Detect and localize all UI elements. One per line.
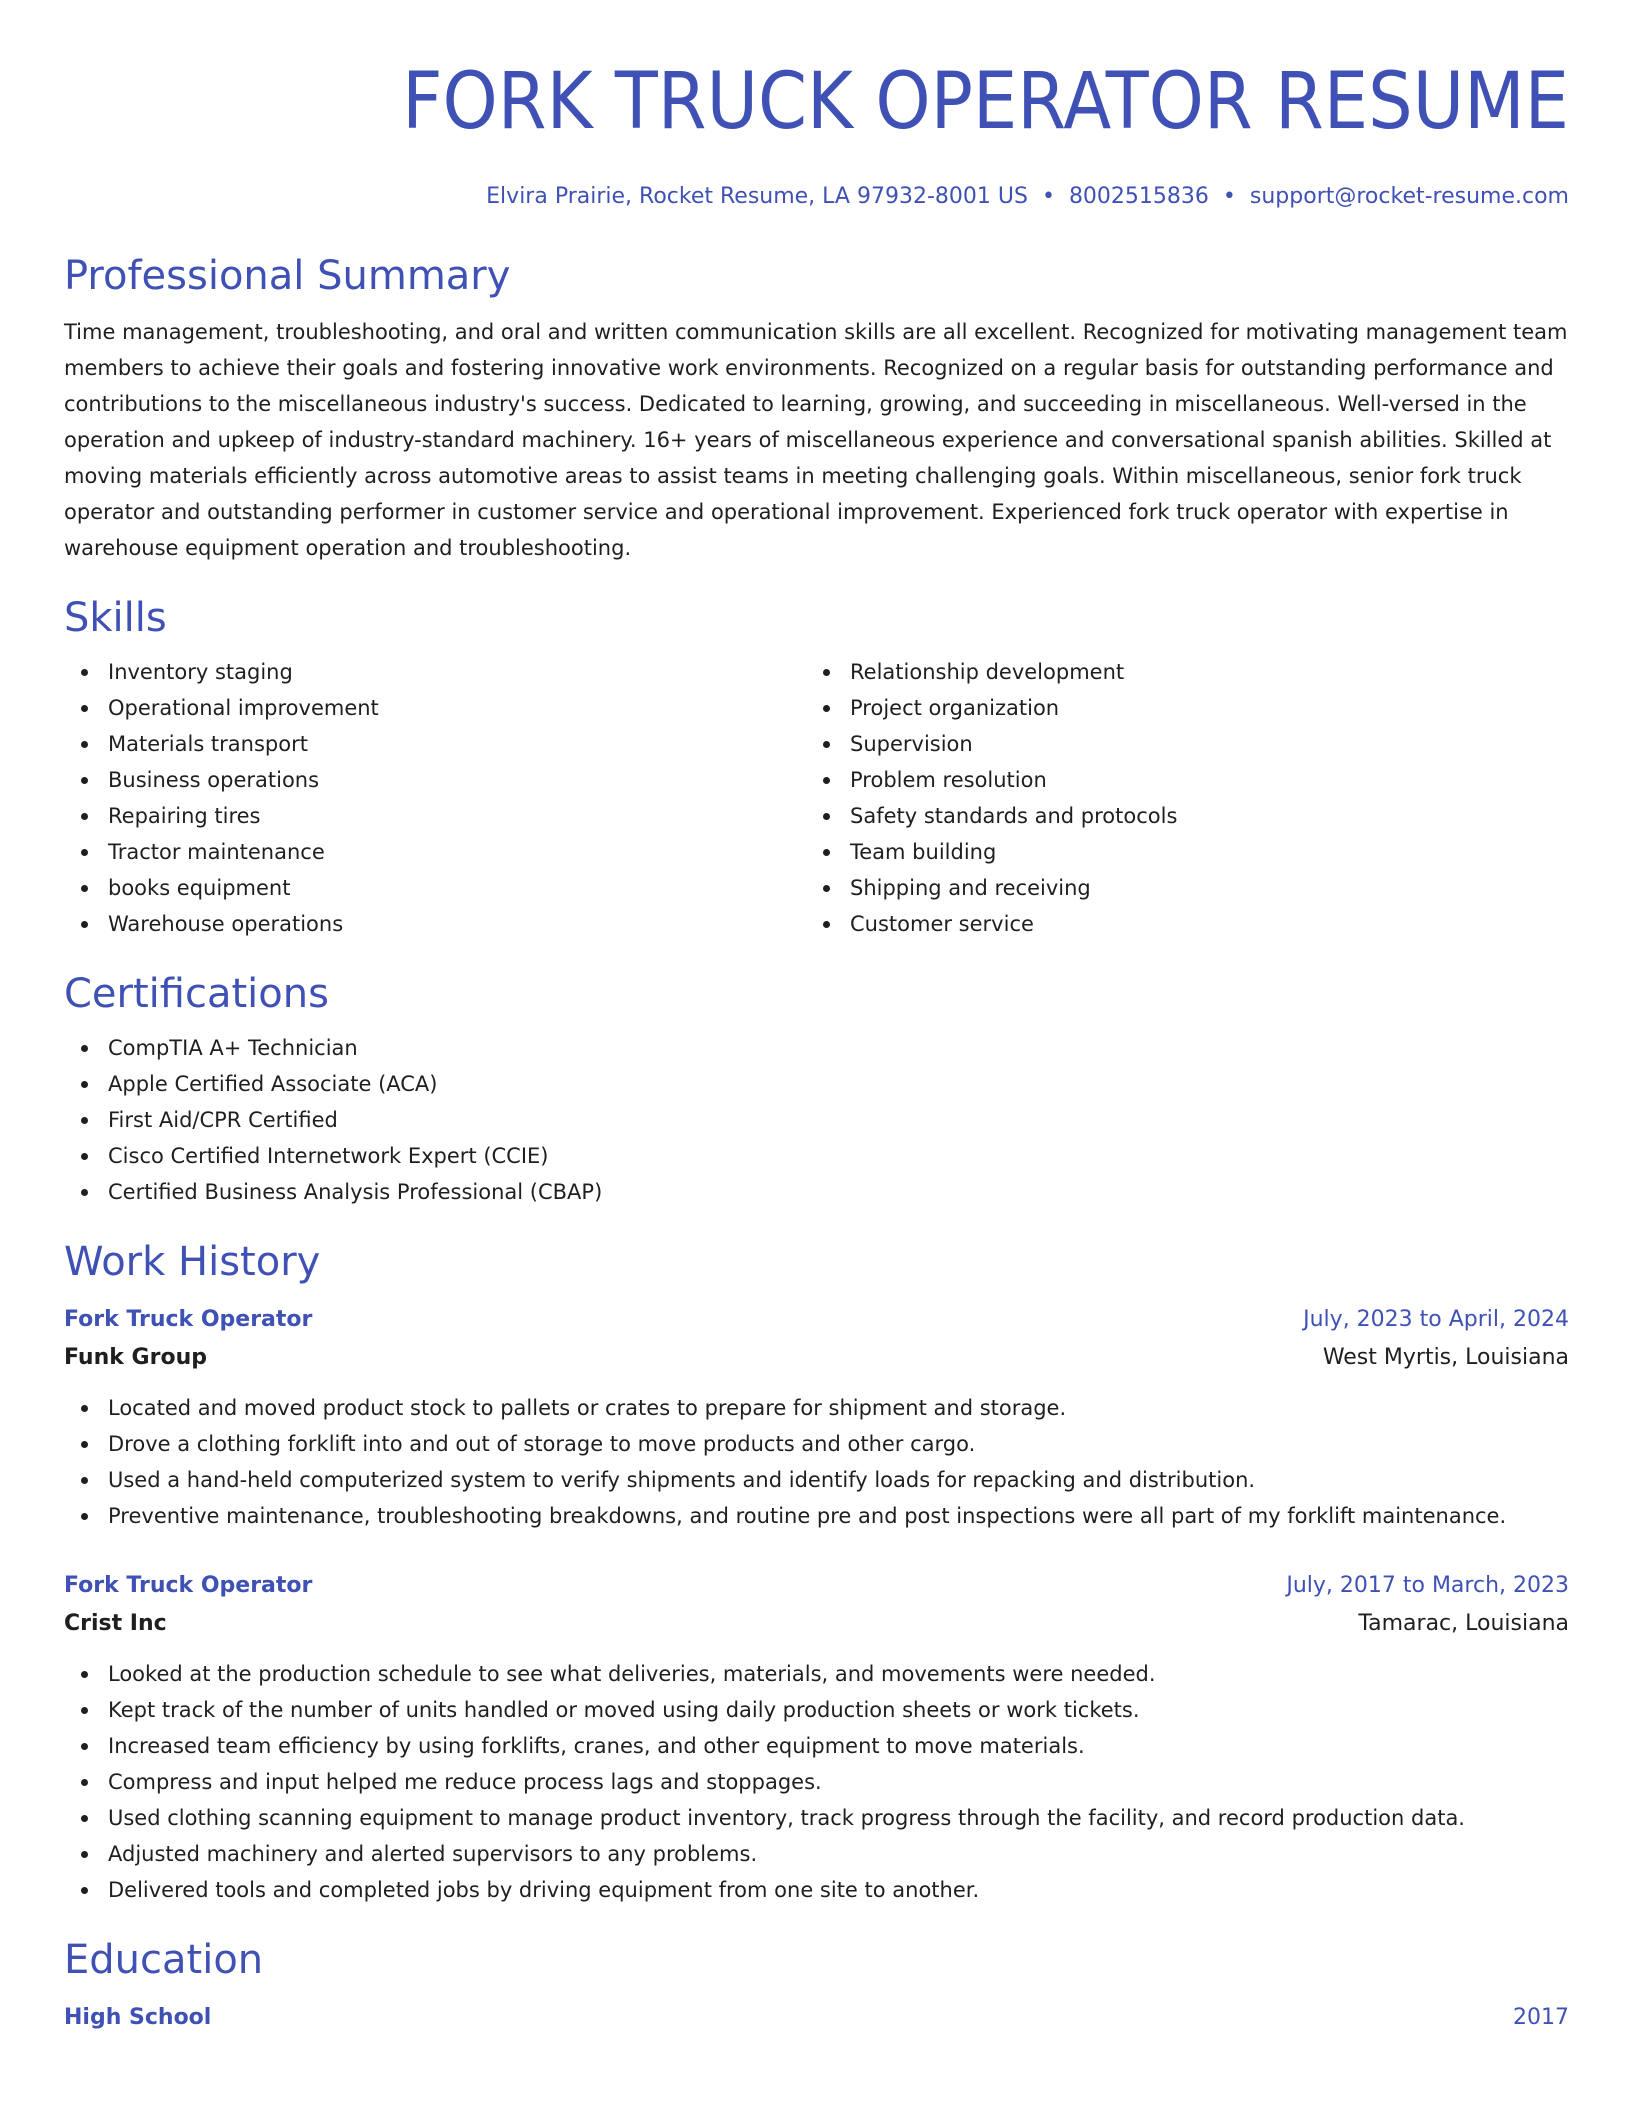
- job-duty-item: Looked at the production schedule to see what deliveries, materials, and movements were needed.: [64, 1656, 1569, 1692]
- skill-item: Customer service: [806, 906, 1548, 942]
- contact-separator: •: [1041, 184, 1055, 209]
- job-title: Fork Truck Operator: [64, 1307, 313, 1332]
- job-title-row: [64, 1568, 1569, 1604]
- skills-list-right: [806, 654, 1548, 942]
- summary-text: Time management, troubleshooting, and oral and written communication skills are all excellent. Recognized for motivating management team members to achieve their goals and fostering innovative work environments. Recognized on a regular basis for outstanding performance and contributions to the miscellaneous industry's success. Dedicated to learning, growing, and succeeding in miscellaneous. Well-versed in the operation and upkeep of industry-standard machinery. 16+ years of miscellaneous experience and conversational spanish abilities. Skilled at moving materials efficiently across automotive areas to assist teams in meeting challenging goals. Within miscellaneous, senior fork truck operator and outstanding performer in customer service and operational improvement. Experienced fork truck operator with expertise in warehouse equipment operation and troubleshooting.: [64, 320, 1568, 560]
- job-entry: [64, 1302, 1569, 1534]
- job-duty-item: Adjusted machinery and alerted supervisors to any problems.: [64, 1836, 1569, 1872]
- skill-item: Business operations: [64, 762, 806, 798]
- skills-list-left: [64, 654, 806, 942]
- professional-summary-section: [64, 252, 1569, 566]
- section-heading-certifications: Certifications: [64, 971, 329, 1017]
- certification-item: CompTIA A+ Technician: [64, 1030, 1569, 1066]
- job-company-row: [64, 1338, 1569, 1378]
- contact-address: Elvira Prairie, Rocket Resume, LA 97932-8001 US: [486, 184, 1028, 209]
- certifications-section: [64, 970, 1569, 1210]
- section-heading-education: Education: [64, 1937, 264, 1983]
- skill-item: Repairing tires: [64, 798, 806, 834]
- skill-item: Tractor maintenance: [64, 834, 806, 870]
- resume-header: [64, 0, 1569, 212]
- skill-item: Operational improvement: [64, 690, 806, 726]
- certification-item: First Aid/CPR Certified: [64, 1102, 1569, 1138]
- section-heading-summary: Professional Summary: [64, 253, 511, 299]
- section-heading-skills: Skills: [64, 595, 167, 641]
- contact-line: [64, 182, 1569, 212]
- job-company: Funk Group: [64, 1345, 207, 1370]
- contact-email[interactable]: support@rocket-resume.com: [1249, 184, 1569, 209]
- resume-title: FORK TRUCK OPERATOR RESUME: [402, 57, 1569, 147]
- job-title: Fork Truck Operator: [64, 1573, 313, 1598]
- certification-item: Cisco Certified Internetwork Expert (CCIE): [64, 1138, 1569, 1174]
- job-title-row: [64, 1302, 1569, 1338]
- skill-item: Materials transport: [64, 726, 806, 762]
- job-duty-item: Drove a clothing forklift into and out of storage to move products and other cargo.: [64, 1426, 1569, 1462]
- skills-section: [64, 594, 1569, 942]
- section-heading-work-history: Work History: [64, 1239, 321, 1285]
- job-location: Tamarac, Louisiana: [1358, 1611, 1569, 1636]
- job-duty-item: Kept track of the number of units handled or moved using daily production sheets or work tickets.: [64, 1692, 1569, 1728]
- education-section: [64, 1936, 1569, 2036]
- skill-item: Inventory staging: [64, 654, 806, 690]
- job-duty-item: Increased team efficiency by using forklifts, cranes, and other equipment to move materials.: [64, 1728, 1569, 1764]
- job-duty-item: Used clothing scanning equipment to manage product inventory, track progress through the facility, and record production data.: [64, 1800, 1569, 1836]
- education-year: 2017: [1513, 2005, 1569, 2030]
- skill-item: Warehouse operations: [64, 906, 806, 942]
- skill-item: Project organization: [806, 690, 1548, 726]
- certification-item: Apple Certified Associate (ACA): [64, 1066, 1569, 1102]
- job-company-row: [64, 1604, 1569, 1644]
- job-dates: July, 2023 to April, 2024: [1303, 1307, 1569, 1332]
- job-location: West Myrtis, Louisiana: [1322, 1345, 1569, 1370]
- job-duty-item: Located and moved product stock to pallets or crates to prepare for shipment and storage.: [64, 1390, 1569, 1426]
- job-duty-item: Delivered tools and completed jobs by driving equipment from one site to another.: [64, 1872, 1569, 1908]
- job-entry: [64, 1568, 1569, 1908]
- skill-item: Supervision: [806, 726, 1548, 762]
- certifications-list: [64, 1030, 1569, 1210]
- skill-item: Problem resolution: [806, 762, 1548, 798]
- job-company: Crist Inc: [64, 1611, 167, 1636]
- education-entry: [64, 2000, 1569, 2036]
- contact-phone[interactable]: 8002515836: [1068, 184, 1209, 209]
- job-dates: July, 2017 to March, 2023: [1286, 1573, 1569, 1598]
- work-history-section: [64, 1238, 1569, 1908]
- certification-item: Certified Business Analysis Professional (CBAP): [64, 1174, 1569, 1210]
- job-duties-list: [64, 1656, 1569, 1908]
- contact-separator: •: [1222, 184, 1236, 209]
- skill-item: Relationship development: [806, 654, 1548, 690]
- skills-columns: [64, 654, 1569, 942]
- skill-item: Safety standards and protocols: [806, 798, 1548, 834]
- job-duty-item: Preventive maintenance, troubleshooting breakdowns, and routine pre and post inspections were all part of my forklift maintenance.: [64, 1498, 1569, 1534]
- job-duty-item: Used a hand-held computerized system to verify shipments and identify loads for repacking and distribution.: [64, 1462, 1569, 1498]
- job-duty-item: Compress and input helped me reduce process lags and stoppages.: [64, 1764, 1569, 1800]
- skill-item: Team building: [806, 834, 1548, 870]
- job-duties-list: [64, 1390, 1569, 1534]
- skill-item: books equipment: [64, 870, 806, 906]
- skill-item: Shipping and receiving: [806, 870, 1548, 906]
- education-degree: High School: [64, 2005, 212, 2030]
